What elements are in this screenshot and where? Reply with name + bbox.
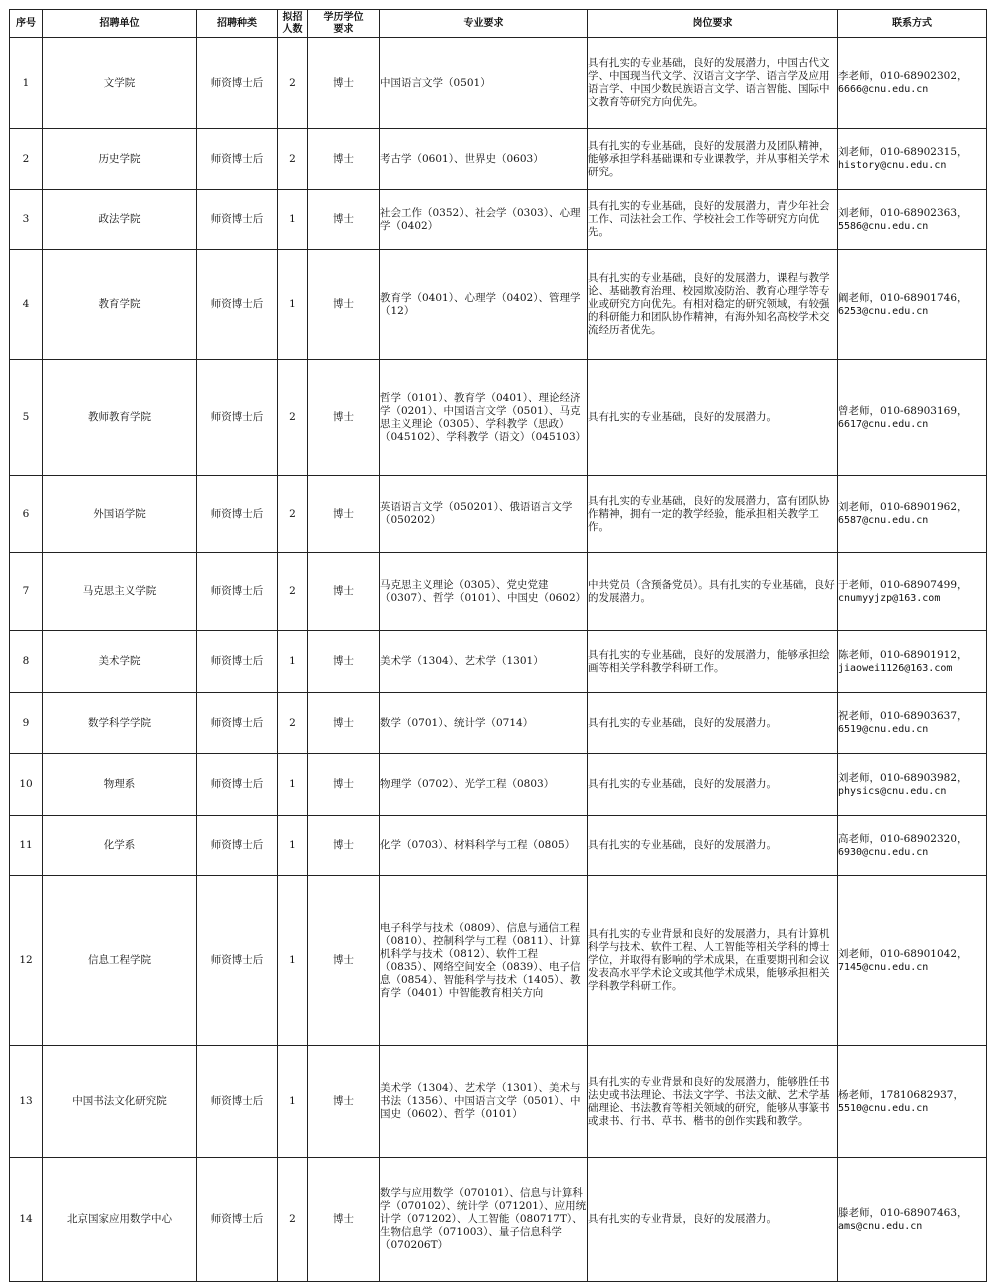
cell-type: 师资博士后 bbox=[197, 631, 278, 693]
contact-email[interactable]: 6253@cnu.edu.cn bbox=[838, 305, 929, 317]
table-row bbox=[10, 553, 987, 631]
table-row bbox=[10, 631, 987, 693]
cell-type: 师资博士后 bbox=[197, 38, 278, 129]
cell-degree: 博士 bbox=[308, 754, 380, 816]
contact-email[interactable]: 7145@cnu.edu.cn bbox=[838, 961, 929, 973]
cell-degree: 博士 bbox=[308, 693, 380, 754]
header-no: 序号 bbox=[10, 10, 43, 38]
contact-email[interactable]: ams@cnu.edu.cn bbox=[838, 1220, 923, 1232]
cell-duty: 具有扎实的专业基础，良好的发展潜力。 bbox=[588, 816, 838, 876]
contact-person: 滕老师，010-68907463， bbox=[838, 1206, 968, 1219]
cell-contact bbox=[838, 190, 987, 250]
cell-count: 1 bbox=[278, 816, 308, 876]
cell-contact bbox=[838, 38, 987, 129]
cell-degree: 博士 bbox=[308, 1158, 380, 1282]
table-row bbox=[10, 1046, 987, 1158]
cell-no: 7 bbox=[10, 553, 43, 631]
cell-unit: 历史学院 bbox=[43, 129, 197, 190]
contact-email[interactable]: 5510@cnu.edu.cn bbox=[838, 1102, 929, 1114]
cell-no: 12 bbox=[10, 876, 43, 1046]
cell-duty: 具有扎实的专业基础，良好的发展潜力及团队精神，能够承担学科基础课和专业课教学，并从事相关学术研究。 bbox=[588, 129, 838, 190]
cell-unit: 北京国家应用数学中心 bbox=[43, 1158, 197, 1282]
table-row bbox=[10, 250, 987, 360]
cell-contact bbox=[838, 1046, 987, 1158]
cell-degree: 博士 bbox=[308, 190, 380, 250]
contact-person: 于老师，010-68907499， bbox=[838, 578, 968, 591]
cell-type: 师资博士后 bbox=[197, 816, 278, 876]
cell-major: 物理学（0702）、光学工程（0803） bbox=[380, 754, 588, 816]
cell-duty: 具有扎实的专业背景和良好的发展潜力，能够胜任书法史或书法理论、书法文字学、书法文献、艺术学基础理论、书法教育等相关领域的研究，能够从事篆书或隶书、行书、草书、楷书的创作实践和教学。 bbox=[588, 1046, 838, 1158]
table-row bbox=[10, 129, 987, 190]
contact-person: 刘老师，010-68901042， bbox=[838, 947, 968, 960]
header-major: 专业要求 bbox=[380, 10, 588, 38]
cell-major: 马克思主义理论（0305）、党史党建（0307）、哲学（0101）、中国史（0602） bbox=[380, 553, 588, 631]
cell-type: 师资博士后 bbox=[197, 476, 278, 553]
contact-email[interactable]: 6666@cnu.edu.cn bbox=[838, 84, 929, 95]
cell-unit: 美术学院 bbox=[43, 631, 197, 693]
cell-no: 1 bbox=[10, 38, 43, 129]
cell-unit: 数学科学学院 bbox=[43, 693, 197, 754]
cell-no: 2 bbox=[10, 129, 43, 190]
cell-unit: 马克思主义学院 bbox=[43, 553, 197, 631]
cell-unit: 教师教育学院 bbox=[43, 360, 197, 476]
recruitment-table bbox=[9, 9, 987, 1282]
cell-degree: 博士 bbox=[308, 129, 380, 190]
cell-major: 美术学（1304）、艺术学（1301）、美术与书法（1356）、中国语言文学（0501）、中国史（0602）、哲学（0101） bbox=[380, 1046, 588, 1158]
cell-major: 哲学（0101）、教育学（0401）、理论经济学（0201）、中国语言文学（0501）、马克思主义理论（0305）、学科教学（思政）（045102）、学科教学（语文）（045103） bbox=[380, 360, 588, 476]
cell-major: 中国语言文学（0501） bbox=[380, 38, 588, 129]
cell-unit: 外国语学院 bbox=[43, 476, 197, 553]
cell-type: 师资博士后 bbox=[197, 1046, 278, 1158]
cell-major: 数学（0701）、统计学（0714） bbox=[380, 693, 588, 754]
cell-count: 1 bbox=[278, 250, 308, 360]
cell-major: 考古学（0601）、世界史（0603） bbox=[380, 129, 588, 190]
cell-no: 5 bbox=[10, 360, 43, 476]
cell-unit: 信息工程学院 bbox=[43, 876, 197, 1046]
cell-no: 4 bbox=[10, 250, 43, 360]
cell-major: 美术学（1304）、艺术学（1301） bbox=[380, 631, 588, 693]
table-row bbox=[10, 693, 987, 754]
cell-type: 师资博士后 bbox=[197, 190, 278, 250]
cell-degree: 博士 bbox=[308, 38, 380, 129]
cell-contact bbox=[838, 129, 987, 190]
header-unit: 招聘单位 bbox=[43, 10, 197, 38]
contact-person: 刘老师，010-68901962， bbox=[838, 501, 968, 513]
header-row bbox=[10, 10, 987, 38]
cell-contact bbox=[838, 1158, 987, 1282]
contact-person: 曾老师，010-68903169， bbox=[838, 404, 968, 417]
cell-contact bbox=[838, 754, 987, 816]
cell-contact bbox=[838, 816, 987, 876]
cell-duty: 具有扎实的专业基础，良好的发展潜力，能够承担绘画等相关学科教学科研工作。 bbox=[588, 631, 838, 693]
header-degree: 学历学位 要求 bbox=[308, 10, 380, 38]
cell-no: 9 bbox=[10, 693, 43, 754]
contact-email[interactable]: history@cnu.edu.cn bbox=[838, 160, 947, 171]
cell-type: 师资博士后 bbox=[197, 1158, 278, 1282]
contact-person: 祝老师，010-68903637， bbox=[838, 710, 968, 722]
cell-no: 3 bbox=[10, 190, 43, 250]
cell-unit: 文学院 bbox=[43, 38, 197, 129]
cell-type: 师资博士后 bbox=[197, 553, 278, 631]
header-type: 招聘种类 bbox=[197, 10, 278, 38]
table-row bbox=[10, 876, 987, 1046]
cell-count: 1 bbox=[278, 631, 308, 693]
header-count: 拟招 人数 bbox=[278, 10, 308, 38]
cell-major: 教育学（0401）、心理学（0402）、管理学（12） bbox=[380, 250, 588, 360]
contact-person: 刘老师，010-68902315， bbox=[838, 146, 968, 158]
contact-email[interactable]: 6930@cnu.edu.cn bbox=[838, 846, 929, 858]
contact-person: 高老师，010-68902320， bbox=[838, 832, 968, 845]
cell-duty: 具有扎实的专业基础，良好的发展潜力。 bbox=[588, 360, 838, 476]
cell-duty: 具有扎实的专业基础，良好的发展潜力，中国古代文学、中国现当代文学、汉语言文字学、语言学及应用语言学、中国少数民族语言文学、语言智能、国际中文教育等研究方向优先。 bbox=[588, 38, 838, 129]
cell-duty: 具有扎实的专业背景和良好的发展潜力，具有计算机科学与技术、软件工程、人工智能等相关学科的博士学位，并取得有影响的学术成果，在重要期刊和会议发表高水平学术论文或其他学术成果，能够承担相关学科教学科研工作。 bbox=[588, 876, 838, 1046]
cell-type: 师资博士后 bbox=[197, 129, 278, 190]
cell-no: 10 bbox=[10, 754, 43, 816]
cell-duty: 具有扎实的专业背景，良好的发展潜力。 bbox=[588, 1158, 838, 1282]
cell-contact bbox=[838, 250, 987, 360]
cell-count: 1 bbox=[278, 190, 308, 250]
cell-contact bbox=[838, 553, 987, 631]
contact-person: 李老师，010-68902302， bbox=[838, 70, 968, 82]
cell-no: 8 bbox=[10, 631, 43, 693]
cell-degree: 博士 bbox=[308, 816, 380, 876]
contact-email[interactable]: 6587@cnu.edu.cn bbox=[838, 515, 929, 526]
cell-duty: 具有扎实的专业基础，良好的发展潜力，富有团队协作精神，拥有一定的教学经验，能承担相关教学工作。 bbox=[588, 476, 838, 553]
cell-no: 6 bbox=[10, 476, 43, 553]
cell-type: 师资博士后 bbox=[197, 360, 278, 476]
cell-degree: 博士 bbox=[308, 631, 380, 693]
cell-duty: 具有扎实的专业基础，良好的发展潜力。 bbox=[588, 693, 838, 754]
cell-unit: 教育学院 bbox=[43, 250, 197, 360]
contact-person: 阚老师，010-68901746， bbox=[838, 291, 968, 304]
cell-count: 2 bbox=[278, 553, 308, 631]
table-row bbox=[10, 360, 987, 476]
cell-count: 1 bbox=[278, 754, 308, 816]
contact-email[interactable]: 5586@cnu.edu.cn bbox=[838, 220, 929, 232]
cell-major: 数学与应用数学（070101）、信息与计算科学（070102）、统计学（071201）、应用统计学（071202）、人工智能（080717T）、生物信息学（071003）、量子信息科学（070206T） bbox=[380, 1158, 588, 1282]
cell-duty: 具有扎实的专业基础，良好的发展潜力。 bbox=[588, 754, 838, 816]
cell-duty: 具有扎实的专业基础，良好的发展潜力，青少年社会工作、司法社会工作、学校社会工作等研究方向优先。 bbox=[588, 190, 838, 250]
cell-count: 2 bbox=[278, 38, 308, 129]
cell-unit: 政法学院 bbox=[43, 190, 197, 250]
cell-no: 11 bbox=[10, 816, 43, 876]
cell-contact bbox=[838, 693, 987, 754]
cell-major: 电子科学与技术（0809）、信息与通信工程（0810）、控制科学与工程（0811）、计算机科学与技术（0812）、软件工程（0835）、网络空间安全（0839）、电子信息（0854）、智能科学与技术（1405）、教育学（0401）中智能教育相关方向 bbox=[380, 876, 588, 1046]
cell-major: 英语语言文学（050201）、俄语语言文学（050202） bbox=[380, 476, 588, 553]
cell-unit: 物理系 bbox=[43, 754, 197, 816]
cell-type: 师资博士后 bbox=[197, 250, 278, 360]
cell-unit: 化学系 bbox=[43, 816, 197, 876]
contact-person: 刘老师，010-68902363， bbox=[838, 206, 968, 219]
table-row bbox=[10, 476, 987, 553]
cell-count: 2 bbox=[278, 476, 308, 553]
cell-count: 2 bbox=[278, 129, 308, 190]
cell-count: 1 bbox=[278, 876, 308, 1046]
cell-duty: 具有扎实的专业基础，良好的发展潜力，课程与教学论、基础教育治理、校园欺凌防治、教育心理学等专业或研究方向优先。有相对稳定的研究领域，有较强的科研能力和团队协作精神，有海外知名高校学术交流经历者优先。 bbox=[588, 250, 838, 360]
cell-degree: 博士 bbox=[308, 553, 380, 631]
cell-type: 师资博士后 bbox=[197, 693, 278, 754]
cell-unit: 中国书法文化研究院 bbox=[43, 1046, 197, 1158]
cell-major: 社会工作（0352）、社会学（0303）、心理学（0402） bbox=[380, 190, 588, 250]
contact-person: 刘老师，010-68903982， bbox=[838, 771, 968, 784]
contact-email[interactable]: cnumyyjzp@163.com bbox=[838, 592, 941, 604]
header-contact: 联系方式 bbox=[838, 10, 987, 38]
cell-type: 师资博士后 bbox=[197, 876, 278, 1046]
contact-person: 陈老师，010-68901912， bbox=[838, 648, 968, 661]
contact-email[interactable]: 6519@cnu.edu.cn bbox=[838, 724, 929, 735]
cell-no: 14 bbox=[10, 1158, 43, 1282]
table-row bbox=[10, 190, 987, 250]
cell-count: 2 bbox=[278, 1158, 308, 1282]
header-duty: 岗位要求 bbox=[588, 10, 838, 38]
cell-degree: 博士 bbox=[308, 360, 380, 476]
cell-contact bbox=[838, 476, 987, 553]
table-row bbox=[10, 1158, 987, 1282]
cell-degree: 博士 bbox=[308, 476, 380, 553]
cell-contact bbox=[838, 876, 987, 1046]
cell-count: 2 bbox=[278, 360, 308, 476]
contact-email[interactable]: 6617@cnu.edu.cn bbox=[838, 418, 929, 430]
cell-contact bbox=[838, 631, 987, 693]
contact-email[interactable]: physics@cnu.edu.cn bbox=[838, 785, 947, 797]
cell-duty: 中共党员（含预备党员）。具有扎实的专业基础，良好的发展潜力。 bbox=[588, 553, 838, 631]
cell-major: 化学（0703）、材料科学与工程（0805） bbox=[380, 816, 588, 876]
cell-degree: 博士 bbox=[308, 876, 380, 1046]
cell-count: 1 bbox=[278, 1046, 308, 1158]
contact-email[interactable]: jiaowei1126@163.com bbox=[838, 662, 953, 674]
table-row bbox=[10, 816, 987, 876]
contact-person: 杨老师，17810682937， bbox=[838, 1088, 964, 1101]
table-row bbox=[10, 38, 987, 129]
cell-degree: 博士 bbox=[308, 1046, 380, 1158]
cell-degree: 博士 bbox=[308, 250, 380, 360]
cell-count: 2 bbox=[278, 693, 308, 754]
cell-type: 师资博士后 bbox=[197, 754, 278, 816]
table-row bbox=[10, 754, 987, 816]
cell-no: 13 bbox=[10, 1046, 43, 1158]
cell-contact bbox=[838, 360, 987, 476]
